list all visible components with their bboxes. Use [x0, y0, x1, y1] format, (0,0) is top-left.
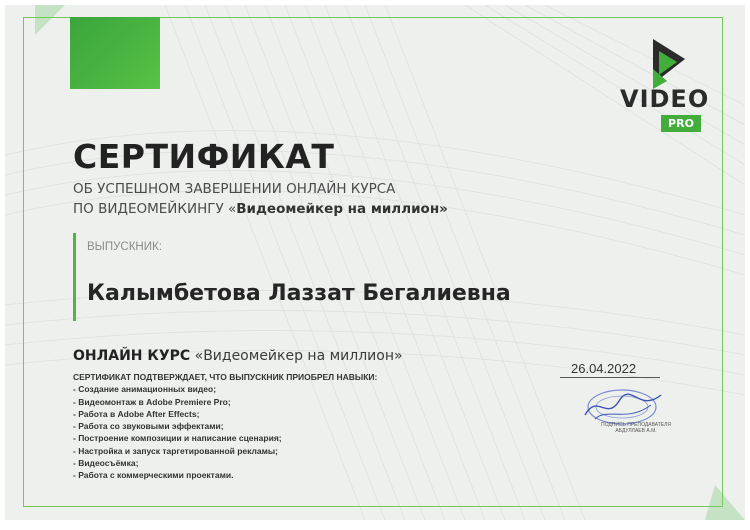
graduate-name: Калымбетова Лаззат Бегалиевна: [87, 281, 511, 306]
signature-caption-line-1: ПОДПИСЬ ПРЕПОДАВАТЕЛЯ: [601, 422, 671, 428]
issue-date: 26.04.2022: [571, 361, 637, 376]
certificate-subtitle: [73, 179, 448, 219]
subtitle-line-2: [73, 199, 448, 219]
logo-badge: PRO: [661, 115, 701, 132]
skills-heading: СЕРТИФИКАТ ПОДТВЕРЖДАЕТ, ЧТО ВЫПУСКНИК ПРИОБРЕЛ НАВЫКИ:: [73, 372, 378, 382]
skills-list: [73, 383, 377, 481]
play-icon: [615, 29, 715, 129]
course-title: [73, 348, 403, 364]
date-underline: [560, 377, 660, 378]
signature-caption-line-2: АБДУЛЛАЕВ А.М.: [615, 428, 657, 434]
subtitle-suffix: »: [439, 201, 448, 217]
skill-item: - Создание анимационных видео;: [73, 384, 217, 395]
corner-green-block: [70, 17, 160, 89]
skill-item: - Работа с коммерческими проектами.: [73, 470, 234, 481]
skills-block: [73, 371, 377, 482]
logo-text: VIDEO: [620, 85, 710, 113]
skill-item: - Видеомонтаж в Adobe Premiere Pro;: [73, 396, 231, 407]
skill-item: - Настройка и запуск таргетированной рекламы;: [73, 445, 279, 456]
skill-item: - Построение композиции и написание сценария;: [73, 433, 282, 444]
graduate-label: ВЫПУСКНИК:: [87, 241, 162, 253]
subtitle-line-1: ОБ УСПЕШНОМ ЗАВЕРШЕНИИ ОНЛАЙН КУРСА: [73, 181, 396, 197]
certificate: [5, 5, 745, 520]
skill-item: - Работа со звуковыми эффектами;: [73, 421, 224, 432]
subtitle-prefix: ПО ВИДЕОМЕЙКИНГУ «: [73, 201, 237, 217]
subtitle-course-name: Видеомейкер на миллион: [236, 201, 440, 217]
graduate-accent-bar: [73, 233, 76, 321]
course-label: ОНЛАЙН КУРС: [73, 348, 191, 364]
skill-item: - Видеосъёмка;: [73, 458, 139, 469]
certificate-title: СЕРТИФИКАТ: [73, 137, 335, 176]
course-name: «Видеомейкер на миллион»: [194, 348, 403, 364]
signature-caption: [601, 422, 671, 434]
skill-item: - Работа в Adobe After Effects;: [73, 408, 200, 419]
